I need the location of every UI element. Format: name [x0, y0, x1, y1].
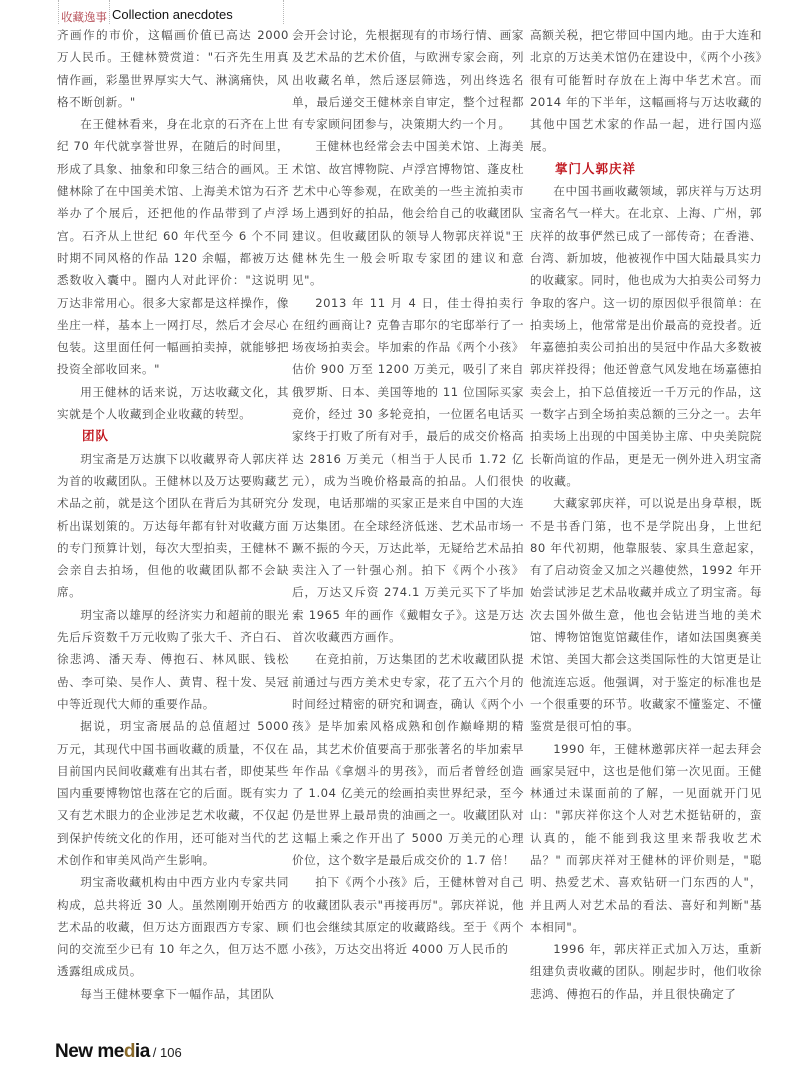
logo-text: New me: [55, 1041, 124, 1062]
logo-text: ia: [134, 1041, 150, 1062]
paragraph: 1996 年，郭庆祥正式加入万达，重新组建负责收藏的团队。刚起步时，他们收徐悲鸿、傅抱石的作品，并且很快确定了: [530, 942, 762, 1001]
paragraph: 2013 年 11 月 4 日，佳士得拍卖行在纽约画商让? 克鲁吉耶尔的宅邸举行了一场夜场拍卖会。毕加索的作品《两个小孩》估价 900 万至 1200 万美元，吸引了来自俄罗斯、日本、美国等地的 11 位国际买家竞价，经过 30 多轮竞拍，一位匿名电话买家终于打败了所有对手，最后的成交价格高达 2816 万美元（相当于人民币 1.72 亿元），成为当晚价格最高的拍品。人们很快发现，电话那端的买家正是来自中国的大连万达集团。在全球经济低迷、艺术品市场一蹶不振的今天，万达此举，无疑给艺术品拍卖注入了一针强心剂。拍下《两个小孩》后，万达又斥资 274.1 万美元买下了毕加索 1965 年的画作《戴帽女子》。这是万达首次收藏西方画作。: [292, 295, 524, 645]
page-number: / 106: [152, 1045, 182, 1060]
article-column-1: [57, 24, 289, 1005]
paragraph: 玥宝斋以雄厚的经济实力和超前的眼光先后斥资数千万元收购了张大千、齐白石、徐悲鸿、潘天寿、傅抱石、林风眠、钱松嵒、李可染、吴作人、黄胄、程十发、吴冠中等近现代大师的重要作品。: [57, 607, 289, 711]
paragraph: 在王健林看来，身在北京的石齐在上世纪 70 年代就享誉世界，在随后的时间里，形成了具象、抽象和印象三结合的画风。王健林除了在中国美术馆、上海美术馆为石齐举办了个展后，还把他的作品带到了卢浮宫。石齐从上世纪 60 年代至今 6 个不同时期不同风格的作品 120 余幅，都被万达悉数收入囊中。圈内人对此评价："这说明万达非常用心。很多大家都是这样操作，像坐庄一样，基本上一网打尽，然后才会尽心包装。这里面任何一幅画拍卖掉，就能够把投资全部收回来。": [57, 117, 289, 377]
paragraph: 玥宝斋收藏机构由中西方业内专家共同构成，总共将近 30 人。虽然刚刚开始西方艺术品的收藏，但万达方面跟西方专家、顾问的交流至少已有 10 年之久，但万达不愿透露组成成员。: [57, 875, 289, 979]
paragraph: 1990 年，王健林邀郭庆祥一起去拜会画家吴冠中，这也是他们第一次见面。王健林通过未谋面前的了解，一见面就开门见山："郭庆祥你这个人对艺术挺钻研的，蛮认真的，能不能到我这里来帮我收艺术品？" 而郭庆祥对王健林的评价则是，"聪明、热爱艺术、喜欢钻研一门东西的人"，并且两人对艺术品的看法、喜好和判断"基本相同"。: [530, 741, 762, 934]
magazine-logo: [55, 1041, 150, 1062]
paragraph: 在竞拍前，万达集团的艺术收藏团队提前通过与西方美术史专家，花了五六个月的时间经过精密的研究和调查，确认《两个小孩》是毕加索风格成熟和创作巅峰期的精品，其艺术价值要高于那张著名的毕加索早年作品《拿烟斗的男孩》，而后者曾经创造了 1.04 亿美元的绘画拍卖世界纪录，至今仍是世界上最昂贵的油画之一。收藏团队对这幅上乘之作开出了 5000 万美元的心理价位，这个数字是最后成交价的 1.7 倍！: [292, 652, 524, 867]
paragraph: 用王健林的话来说，万达收藏文化，其实就是个人收藏到企业收藏的转型。: [57, 384, 289, 422]
paragraph: 拍下《两个小孩》后，王健林曾对自己的收藏团队表示"再接再厉"。郭庆祥说，他们也会继续其原定的收藏路线。至于《两个小孩》，万达交出将近 4000 万人民币的: [292, 875, 524, 957]
page-footer: [55, 1041, 182, 1063]
header-divider: [283, 0, 284, 24]
paragraph: 会开会讨论，先根据现有的市场行情、画家及艺术品的艺术价值，与欧洲专家会商，列出收藏名单，然后逐层筛选，列出终选名单，最后递交王健林亲自审定，整个过程都有专家顾问团参与，决策期大约一个月。: [292, 28, 524, 132]
paragraph: 高额关税，把它带回中国内地。由于大连和北京的万达美术馆仍在建设中，《两个小孩》很有可能暂时存放在上海中华艺术宫。而 2014 年的下半年，这幅画将与万达收藏的其他中国艺术家的作品一起，进行国内巡展。: [530, 28, 762, 154]
logo-accent-letter: d: [123, 1041, 135, 1062]
article-column-2: [292, 24, 524, 960]
paragraph: 据说，玥宝斋展品的总值超过 5000 万元，其现代中国书画收藏的质量，不仅在目前国内民间收藏难有出其右者，即使某些国内重要博物馆也落在它的后面。既有实力又有艺术眼力的企业涉足艺术收藏，不仅起到保护传统文化的作用，还可能对当代的艺术创作和审美风尚产生影响。: [57, 719, 289, 867]
section-title-cn: 收藏逸事: [61, 10, 107, 24]
paragraph: 大藏家郭庆祥，可以说是出身草根，既不是书香门第，也不是学院出身，上世纪 80 年代初期，他靠服装、家具生意起家，有了启动资金又加之兴趣使然，1992 年开始尝试涉足艺术品收藏并成立了玥宝斋。每次去国外做生意，他也会钻进当地的美术馆、博物馆饱览馆藏佳作，诸如法国奥赛美术馆、美国大都会这类国际性的大馆更是让他流连忘返。他强调，对于鉴定的标准也是一个很重要的环节。收藏家不懂鉴定、不懂鉴赏是很可怕的事。: [530, 496, 762, 734]
header-divider: [109, 0, 110, 24]
paragraph: 在中国书画收藏领域，郭庆祥与万达玥宝斋名气一样大。在北京、上海、广州，郭庆祥的故事俨然已成了一部传奇；在香港、台湾、新加坡，他被视作中国大陆最具实力的收藏家。同时，他也成为大拍卖公司努力争取的客户。这一切的原因似乎很简单：在拍卖场上，他常常是出价最高的竞投者。近年嘉德拍卖公司拍出的吴冠中作品大多数被郭庆祥投得；他还曾意气风发地在场嘉德拍卖会上，拍下总值接近一千万元的作品，这一数字占到全场拍卖总额的三分之一。去年拍卖场上出现的中国美协主席、中央美院院长靳尚谊的作品，更是无一例外进入玥宝斋的收藏。: [530, 184, 762, 488]
paragraph: 齐画作的市价，这幅画价值已高达 2000 万人民币。王健林赞赏道："石齐先生用真情作画，彩墨世界厚实大气、淋漓痛快，风格不断创新。": [57, 28, 289, 109]
section-heading: 掌门人郭庆祥: [555, 160, 637, 176]
header-divider: [58, 0, 59, 24]
paragraph: 王健林也经常会去中国美术馆、上海美术馆、故宫博物院、卢浮宫博物馆、蓬皮杜艺术中心等参观，在欧美的一些主流拍卖市场上遇到好的拍品，他会给自己的收藏团队建议。但收藏团队的领导人物郭庆祥说"王健林先生一般会听取专家团的建议和意见"。: [292, 139, 524, 288]
section-heading: 团队: [82, 428, 110, 444]
article-column-3: [530, 24, 762, 1005]
section-title-en: Collection anecdotes: [112, 7, 233, 22]
paragraph: 玥宝斋是万达旗下以收藏界奇人郭庆祥为首的收藏团队。王健林以及万达要购藏艺术品之前，就是这个团队在背后为其研究分析出谋划策的。万达每年都有针对收藏方面的专门预算计划，每次大型拍卖，王健林不会亲自去拍场，但他的收藏团队都不会缺席。: [57, 451, 289, 600]
paragraph: 每当王健林要拿下一幅作品，其团队: [80, 986, 275, 1001]
